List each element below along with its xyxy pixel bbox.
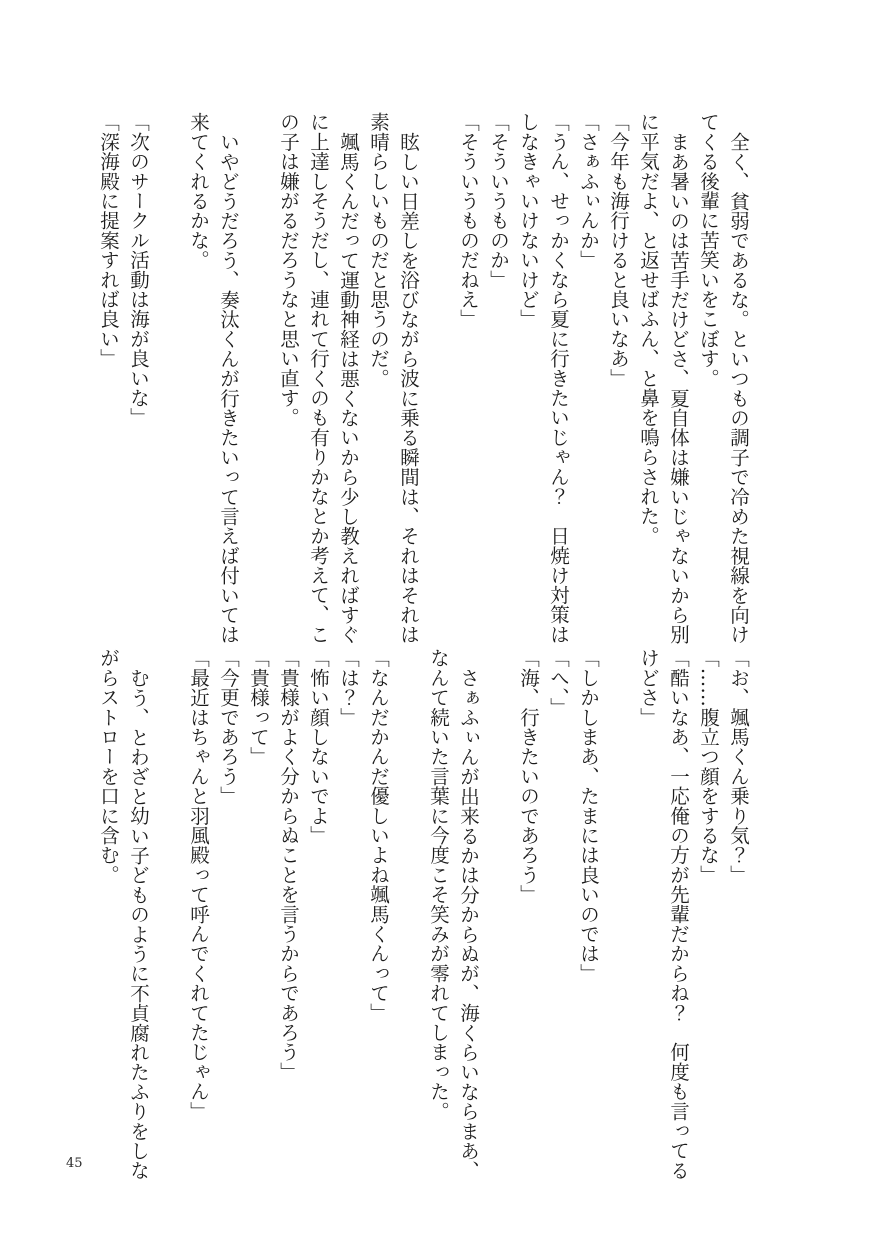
page-number: 45 bbox=[66, 1156, 83, 1171]
blank-line bbox=[603, 648, 633, 1184]
paragraph: 「うん、せっかくなら夏に行きたいじゃん？ 日焼け対策はしなきゃいけないけど」 bbox=[517, 112, 570, 644]
paragraph: 「次のサークル活動は海が良いな」 bbox=[127, 112, 150, 428]
paragraph: さぁふぃんが出来るかは分からぬが、海くらいならまあ、なんて続いた言葉に今度こそ笑みが零れてしまった。 bbox=[427, 648, 480, 1180]
paragraph: 「は？」 bbox=[337, 648, 360, 727]
blank-line bbox=[243, 112, 273, 648]
upper-text-block bbox=[93, 112, 753, 648]
paragraph: 颯馬くんだって運動神経は悪くないから少し教えればすぐに上達しそうだし、連れて行くのも有りかなとか考えて、この子は嫌がるだろうなと思い直す。 bbox=[277, 112, 360, 644]
paragraph: 「怖い顔しないでよ」 bbox=[307, 648, 330, 845]
paragraph: 「深海殿に提案すれば良い」 bbox=[97, 112, 120, 369]
paragraph: 「しかしまあ、たまには良いのでは」 bbox=[577, 648, 600, 983]
paragraph: 「へ、」 bbox=[547, 648, 570, 718]
lower-text-block bbox=[93, 648, 753, 1184]
paragraph: 眩しい日差しを浴びながら波に乗る瞬間は、それはそれは素晴らしいものだと思うのだ。 bbox=[367, 112, 420, 644]
blank-line bbox=[483, 648, 513, 1184]
paragraph: 「貴様って」 bbox=[247, 648, 270, 767]
paragraph: 「お、颯馬くん乗り気？」 bbox=[727, 648, 750, 885]
blank-line bbox=[153, 112, 183, 648]
paragraph: まあ暑いのは苦手だけどさ、夏自体は嫌いじゃないから別に平気だよ、と返せばふん、と鼻を鳴らされた。 bbox=[637, 112, 690, 644]
blank-line bbox=[393, 648, 423, 1184]
paragraph: 全く、貧弱であるな。といつもの調子で冷めた視線を向けてくる後輩に苦笑いをこぼす。 bbox=[697, 112, 750, 644]
blank-line bbox=[153, 648, 183, 1184]
paragraph: 「なんだかんだ優しいよね颯馬くんって」 bbox=[367, 648, 390, 1023]
paragraph: 「酷いなあ、一応俺の方が先輩だからね？ 何度も言ってるけどさ」 bbox=[637, 648, 690, 1180]
paragraph: 「今年も海行けると良いなあ」 bbox=[607, 112, 630, 388]
paragraph: 「最近はちゃんと羽風殿って呼んでくれてたじゃん」 bbox=[187, 648, 210, 1121]
paragraph: 「さぁふぃんか」 bbox=[577, 112, 600, 270]
paragraph: 「今更であろう」 bbox=[217, 648, 240, 806]
paragraph: 「そういうものか」 bbox=[487, 112, 510, 290]
paragraph: 「そういうものだねえ」 bbox=[457, 112, 480, 329]
paragraph: むう、とわざと幼い子どものように不貞腐れたふりをしながらストローを口に含む。 bbox=[97, 648, 150, 1180]
paragraph: 「海、行きたいのであろう」 bbox=[517, 648, 540, 905]
paragraph: 「貴様がよく分からぬことを言うからであろう」 bbox=[277, 648, 300, 1082]
blank-line bbox=[423, 112, 453, 648]
paragraph: 「……腹立つ顔をするな」 bbox=[697, 648, 720, 885]
paragraph: いやどうだろう、奏汰くんが行きたいって言えば付いては来てくれるかな。 bbox=[187, 112, 240, 644]
